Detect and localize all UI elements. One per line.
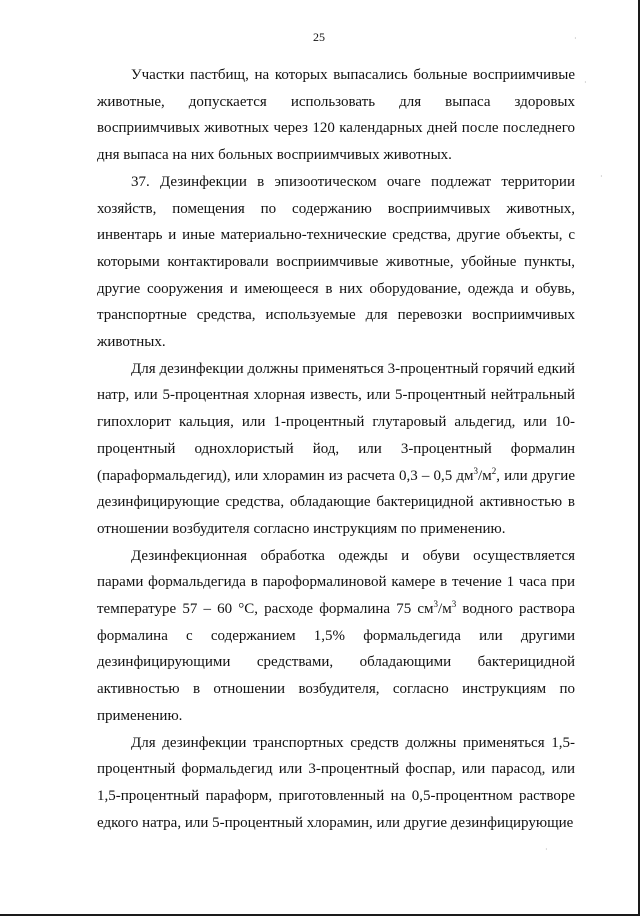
clothing-text-end: водного раствора формалина с содержанием 1,5% формальдегида или другими дезинфицирующими средствами, обладающими бактерицидной активностью в отношении возбудителя, согласно инструкциям по применению. [97, 601, 575, 724]
disinfectants-text-end: , или другие дезинфицирующие средства, обладающие бактерицидной активностью в отношении возбудителя согласно инструкциям по применению. [97, 467, 575, 537]
paragraph-transport-disinfection: Для дезинфекции транспортных средств должны применяться 1,5-процентный формальдегид или 3-процентный фоспар, или парасод, или 1,5-процентный параформ, приготовленный на 0,5-процентном растворе едкого натра, или 5-процентный хлорамин, или другие дезинфицирующие [97, 734, 575, 831]
scan-speck: · [545, 845, 548, 854]
paragraph-37-disinfection-objects: 37. Дезинфекции в эпизоотическом очаге подлежат территории хозяйств, помещения по содержанию восприимчивых животных, инвентарь и иные материально-технические средства, другие объекты, с которыми контактировали восприимчивые животные, убойные пункты, другие сооружения и имеющееся в них оборудование, одежда и обувь, транспортные средства, используемые для перевозки восприимчивых животных. [97, 173, 575, 351]
clothing-text: Дезинфекционная обработка одежды и обуви осуществляется парами формальдегида в пароформалиновой камере в течение 1 часа при температуре 57 – 60 °С, расходе формалина 75 см [97, 547, 575, 618]
scan-speck: · [584, 78, 587, 87]
superscript: 2 [491, 465, 497, 476]
paragraph-pasture: Участки пастбищ, на которых выпасались больные восприимчивые животные, допускается использовать для выпаса здоровых восприимчивых животных через 120 календарных дней после последнего дня выпаса на них больных восприимчивых животных. [97, 67, 575, 164]
superscript: 3 [433, 599, 439, 610]
unit-text: /м [438, 601, 452, 618]
paragraph-disinfectants [97, 356, 575, 543]
paragraph-clothing-treatment [97, 543, 575, 730]
superscript: 3 [451, 599, 457, 610]
scan-speck: · [574, 34, 577, 43]
page-number: 25 [313, 30, 325, 44]
document-body [97, 62, 575, 836]
disinfectants-text: Для дезинфекции должны применяться 3-процентный горячий едкий натр, или 5-процентная хлорная известь, или 5-процентный нейтральный гипохлорит кальция, или 1-процентный глутаровый альдегид, или 10-процентный однохлористый йод, или 3-процентный формалин (параформальдегид), или хлорамин из расчета 0,3 – 0,5 дм [97, 360, 575, 484]
unit-text: /м [478, 467, 492, 484]
superscript: 3 [473, 465, 479, 476]
scan-speck: · [600, 172, 603, 181]
